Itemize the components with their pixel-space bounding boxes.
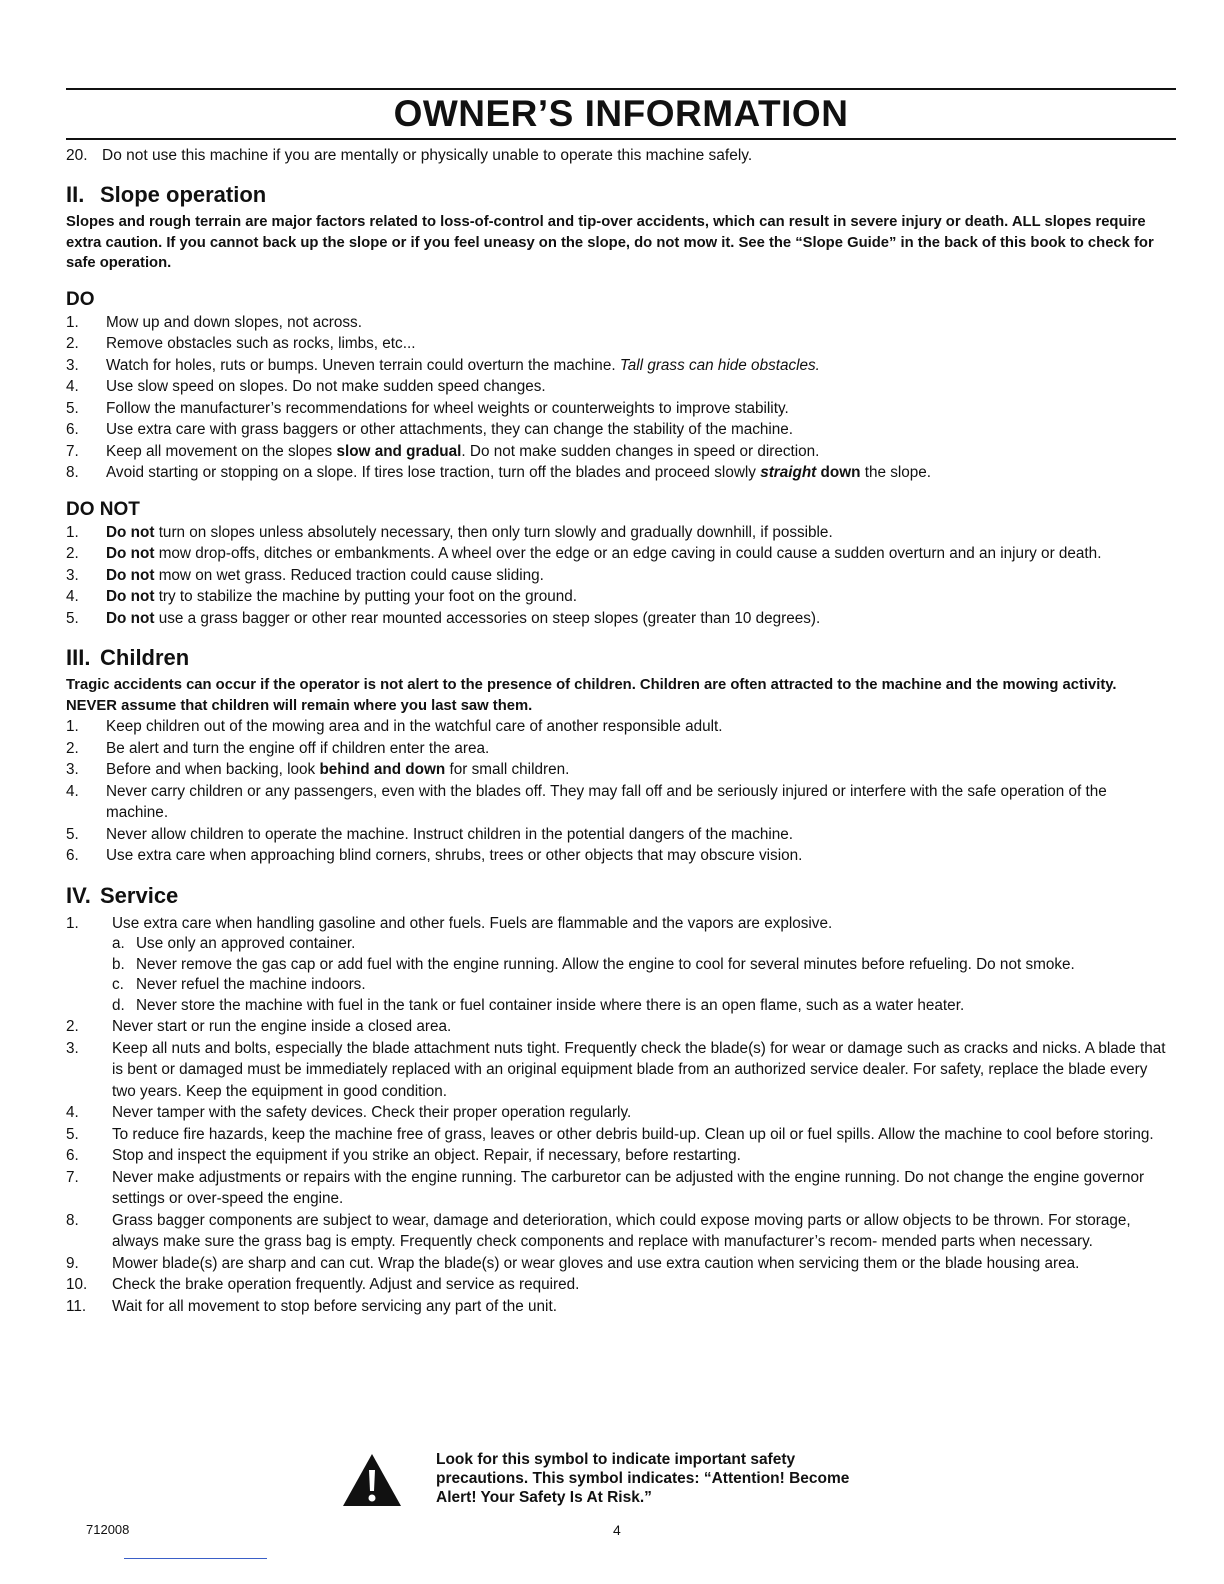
- item-bold-text: slow and gradual: [336, 442, 462, 460]
- item-text: mow drop-offs, ditches or embankments. A wheel over the edge or an edge caving in could cause a sudden overturn and an injury or death.: [158, 545, 1102, 562]
- item-number: 5.: [66, 609, 79, 627]
- title-underline: [66, 138, 1176, 140]
- item-number: 6.: [66, 847, 79, 864]
- item-number: 1.: [66, 523, 79, 541]
- item-text: Mower blade(s) are sharp and can cut. Wrap the blade(s) or wear gloves and use extra caution when servicing them or the blade housing area.: [112, 1254, 1080, 1272]
- list-item: [66, 398, 1166, 420]
- item-number: 4.: [66, 588, 79, 605]
- item-number: 2.: [66, 1018, 79, 1035]
- sub-list-item: [66, 996, 1166, 1017]
- item-text: Stop and inspect the equipment if you strike an object. Repair, if necessary, before restarting.: [112, 1147, 741, 1164]
- section-children-heading: [66, 645, 1166, 671]
- list-item: [66, 376, 1166, 398]
- item-number: 3.: [66, 566, 79, 584]
- intro-item: [66, 146, 1166, 166]
- children-lead: Tragic accidents can occur if the operator is not alert to the presence of children. Children are often attracted to the machine and the mowing activity. NEVER assume that children will remain where you last saw them.: [66, 677, 1117, 714]
- section-title: Service: [100, 882, 179, 908]
- item-text: Be alert and turn the engine off if children enter the area.: [106, 739, 490, 757]
- sub-list-item: [66, 934, 1166, 955]
- item-number: 2.: [66, 739, 79, 757]
- do-not-list: [66, 522, 1166, 630]
- sub-item-text: Never refuel the machine indoors.: [136, 976, 366, 993]
- item-text: Remove obstacles such as rocks, limbs, etc...: [106, 335, 416, 352]
- list-item: [66, 586, 1166, 608]
- sub-list-item: [66, 975, 1166, 996]
- page-content: [66, 146, 1166, 1317]
- section-number: IV.: [66, 882, 91, 908]
- item-number: 10.: [66, 1276, 88, 1293]
- children-list: [66, 716, 1166, 867]
- item-bold-text: down: [820, 464, 861, 481]
- item-text: try to stabilize the machine by putting your foot on the ground.: [158, 588, 578, 605]
- sub-item-letter: a.: [112, 935, 125, 952]
- item-number: 4.: [66, 378, 79, 395]
- list-item: [66, 1102, 1166, 1124]
- item-number: 5.: [66, 399, 79, 417]
- section-service-heading: [66, 883, 1166, 909]
- list-item: [66, 1274, 1166, 1296]
- document-code: 712008: [86, 1522, 130, 1537]
- item-text: Watch for holes, ruts or bumps. Uneven terrain could overturn the machine.: [106, 356, 616, 374]
- list-item: [66, 781, 1166, 824]
- section-number: III.: [66, 645, 91, 670]
- item-number: 3.: [66, 1039, 79, 1057]
- item-italic-text: Tall grass can hide obstacles.: [619, 356, 820, 374]
- item-text: Check the brake operation frequently. Adjust and service as required.: [112, 1276, 580, 1293]
- list-item: [66, 1167, 1166, 1210]
- sub-item-letter: b.: [112, 955, 125, 973]
- item-bold-text: Do not: [106, 566, 155, 584]
- footer-link-line: [124, 1558, 267, 1559]
- list-item: [66, 543, 1166, 565]
- item-number: 4.: [66, 1104, 79, 1121]
- section-title: Slope operation: [100, 182, 267, 207]
- item-text: use a grass bagger or other rear mounted accessories on steep slopes (greater than 10 degrees).: [158, 609, 821, 627]
- item-bold-text: Do not: [106, 545, 155, 562]
- item-text-end: for small children.: [449, 761, 570, 778]
- section-number: II.: [66, 182, 85, 207]
- item-text: Grass bagger components are subject to wear, damage and deterioration, which could expose moving parts or allow objects to be thrown. For storage, always make sure the grass bag is empty. Frequently check components and replace with manufacturer’s recom- mended parts when necessary.: [112, 1211, 1131, 1250]
- list-item: [66, 913, 1166, 935]
- item-number: 1.: [66, 718, 79, 735]
- list-item: [66, 1124, 1166, 1146]
- sub-item-text: Never remove the gas cap or add fuel with the engine running. Allow the engine to cool for several minutes before refueling. Do not smoke.: [136, 955, 1075, 973]
- item-text: Never make adjustments or repairs with the engine running. The carburetor can be adjusted with the engine running. Do not change the engine governor settings or over-speed the engine.: [112, 1168, 1145, 1207]
- item-text-end: . Do not make sudden changes in speed or direction.: [461, 442, 820, 460]
- slope-lead: Slopes and rough terrain are major factors related to loss-of-control and tip-over accidents, which can result in severe injury or death. ALL slopes require extra caution. If you cannot back up the slope or if you feel uneasy on the slope, do not mow it. See the “Slope Guide” in the back of this book to check for safe operation.: [66, 214, 1154, 271]
- do-not-heading: DO NOT: [66, 498, 140, 520]
- item-text: Never tamper with the safety devices. Check their proper operation regularly.: [112, 1104, 632, 1121]
- item-text: Follow the manufacturer’s recommendations for wheel weights or counterweights to improve stability.: [106, 399, 789, 417]
- intro-number: 20.: [66, 147, 88, 164]
- item-number: 5.: [66, 1125, 79, 1143]
- item-text: Use extra care with grass baggers or other attachments, they can change the stability of the machine.: [106, 421, 794, 438]
- do-list: [66, 312, 1166, 484]
- item-text: Keep children out of the mowing area and in the watchful care of another responsible adult.: [106, 718, 723, 735]
- list-item: [66, 1038, 1166, 1103]
- list-item: [66, 1296, 1166, 1318]
- item-text: Never carry children or any passengers, even with the blades off. They may fall off and be seriously injured or interfere with the safe operation of the machine.: [106, 782, 1107, 821]
- item-number: 9.: [66, 1254, 79, 1272]
- list-item: [66, 419, 1166, 441]
- warning-triangle-icon: [342, 1453, 402, 1507]
- list-item: [66, 759, 1166, 781]
- list-item: [66, 608, 1166, 630]
- intro-text: Do not use this machine if you are mentally or physically unable to operate this machine safely.: [102, 147, 753, 164]
- do-heading: DO: [66, 288, 95, 310]
- list-item: [66, 462, 1166, 484]
- list-item: [66, 355, 1166, 377]
- item-text: Keep all nuts and bolts, especially the blade attachment nuts tight. Frequently check the blade(s) for wear or damage such as cracks and nicks. A blade that is bent or damaged must be immediately replaced with an original equipment blade from an authorized service dealer. For safety, replace the blade every two years. Keep the equipment in good condition.: [112, 1039, 1166, 1100]
- item-bold-text: Do not: [106, 588, 155, 605]
- top-rule: [66, 88, 1176, 90]
- item-bold-text: behind and down: [319, 761, 446, 778]
- item-bold-italic-text: straight: [760, 464, 817, 481]
- service-list: [66, 913, 1166, 1318]
- item-number: 8.: [66, 1211, 79, 1229]
- list-item: [66, 716, 1166, 738]
- list-item: [66, 738, 1166, 760]
- sub-item-text: Never store the machine with fuel in the tank or fuel container inside where there is an open flame, such as a water heater.: [136, 996, 965, 1014]
- list-item: [66, 312, 1166, 334]
- safety-notice: [342, 1450, 876, 1507]
- item-number: 6.: [66, 421, 79, 438]
- item-text: Wait for all movement to stop before servicing any part of the unit.: [112, 1297, 557, 1315]
- item-number: 1.: [66, 313, 79, 331]
- item-text-end: the slope.: [864, 464, 932, 481]
- list-item: [66, 565, 1166, 587]
- list-item: [66, 333, 1166, 355]
- item-number: 11.: [66, 1297, 87, 1315]
- item-bold-text: Do not: [106, 609, 155, 627]
- item-number: 2.: [66, 335, 79, 352]
- item-text: Use slow speed on slopes. Do not make sudden speed changes.: [106, 378, 546, 395]
- item-number: 8.: [66, 464, 79, 481]
- list-item: [66, 1210, 1166, 1253]
- sub-item-letter: d.: [112, 996, 125, 1014]
- list-item: [66, 824, 1166, 846]
- item-number: 6.: [66, 1147, 79, 1164]
- item-text: Avoid starting or stopping on a slope. If tires lose traction, turn off the blades and proceed slowly: [106, 464, 756, 481]
- item-number: 4.: [66, 782, 79, 800]
- list-item: [66, 441, 1166, 463]
- safety-notice-text: Look for this symbol to indicate important safety precautions. This symbol indicates: “Attention! Become Alert! Your Safety Is At Risk.”: [436, 1451, 850, 1506]
- item-text: To reduce fire hazards, keep the machine free of grass, leaves or other debris build-up. Clean up oil or fuel spills. Allow the machine to cool before storing.: [112, 1125, 1154, 1143]
- item-number: 1.: [66, 914, 79, 932]
- item-text: mow on wet grass. Reduced traction could cause sliding.: [158, 566, 544, 584]
- item-text: Never allow children to operate the machine. Instruct children in the potential dangers of the machine.: [106, 825, 794, 843]
- item-text: Mow up and down slopes, not across.: [106, 313, 362, 331]
- item-text: Use extra care when approaching blind corners, shrubs, trees or other objects that may obscure vision.: [106, 847, 803, 864]
- item-bold-text: Do not: [106, 523, 155, 541]
- sub-list-item: [66, 955, 1166, 976]
- list-item: [66, 1145, 1166, 1167]
- item-number: 7.: [66, 442, 79, 460]
- item-text: Use extra care when handling gasoline and other fuels. Fuels are flammable and the vapors are explosive.: [112, 914, 833, 932]
- page-number: 4: [613, 1522, 621, 1538]
- item-number: 3.: [66, 761, 79, 778]
- item-text: Before and when backing, look: [106, 761, 316, 778]
- page-title: OWNER’S INFORMATION: [393, 93, 849, 134]
- section-slope-heading: [66, 182, 1166, 208]
- list-item: [66, 1016, 1166, 1038]
- item-number: 7.: [66, 1168, 79, 1186]
- item-text: Never start or run the engine inside a closed area.: [112, 1018, 452, 1035]
- item-text: Keep all movement on the slopes: [106, 442, 333, 460]
- section-title: Children: [100, 645, 190, 670]
- list-item: [66, 1253, 1166, 1275]
- sub-item-letter: c.: [112, 976, 124, 993]
- item-text: turn on slopes unless absolutely necessary, then only turn slowly and gradually downhill, if possible.: [158, 523, 833, 541]
- list-item: [66, 522, 1166, 544]
- list-item: [66, 845, 1166, 867]
- sub-item-text: Use only an approved container.: [136, 935, 356, 952]
- item-number: 2.: [66, 545, 79, 562]
- item-number: 5.: [66, 825, 79, 843]
- item-number: 3.: [66, 356, 79, 374]
